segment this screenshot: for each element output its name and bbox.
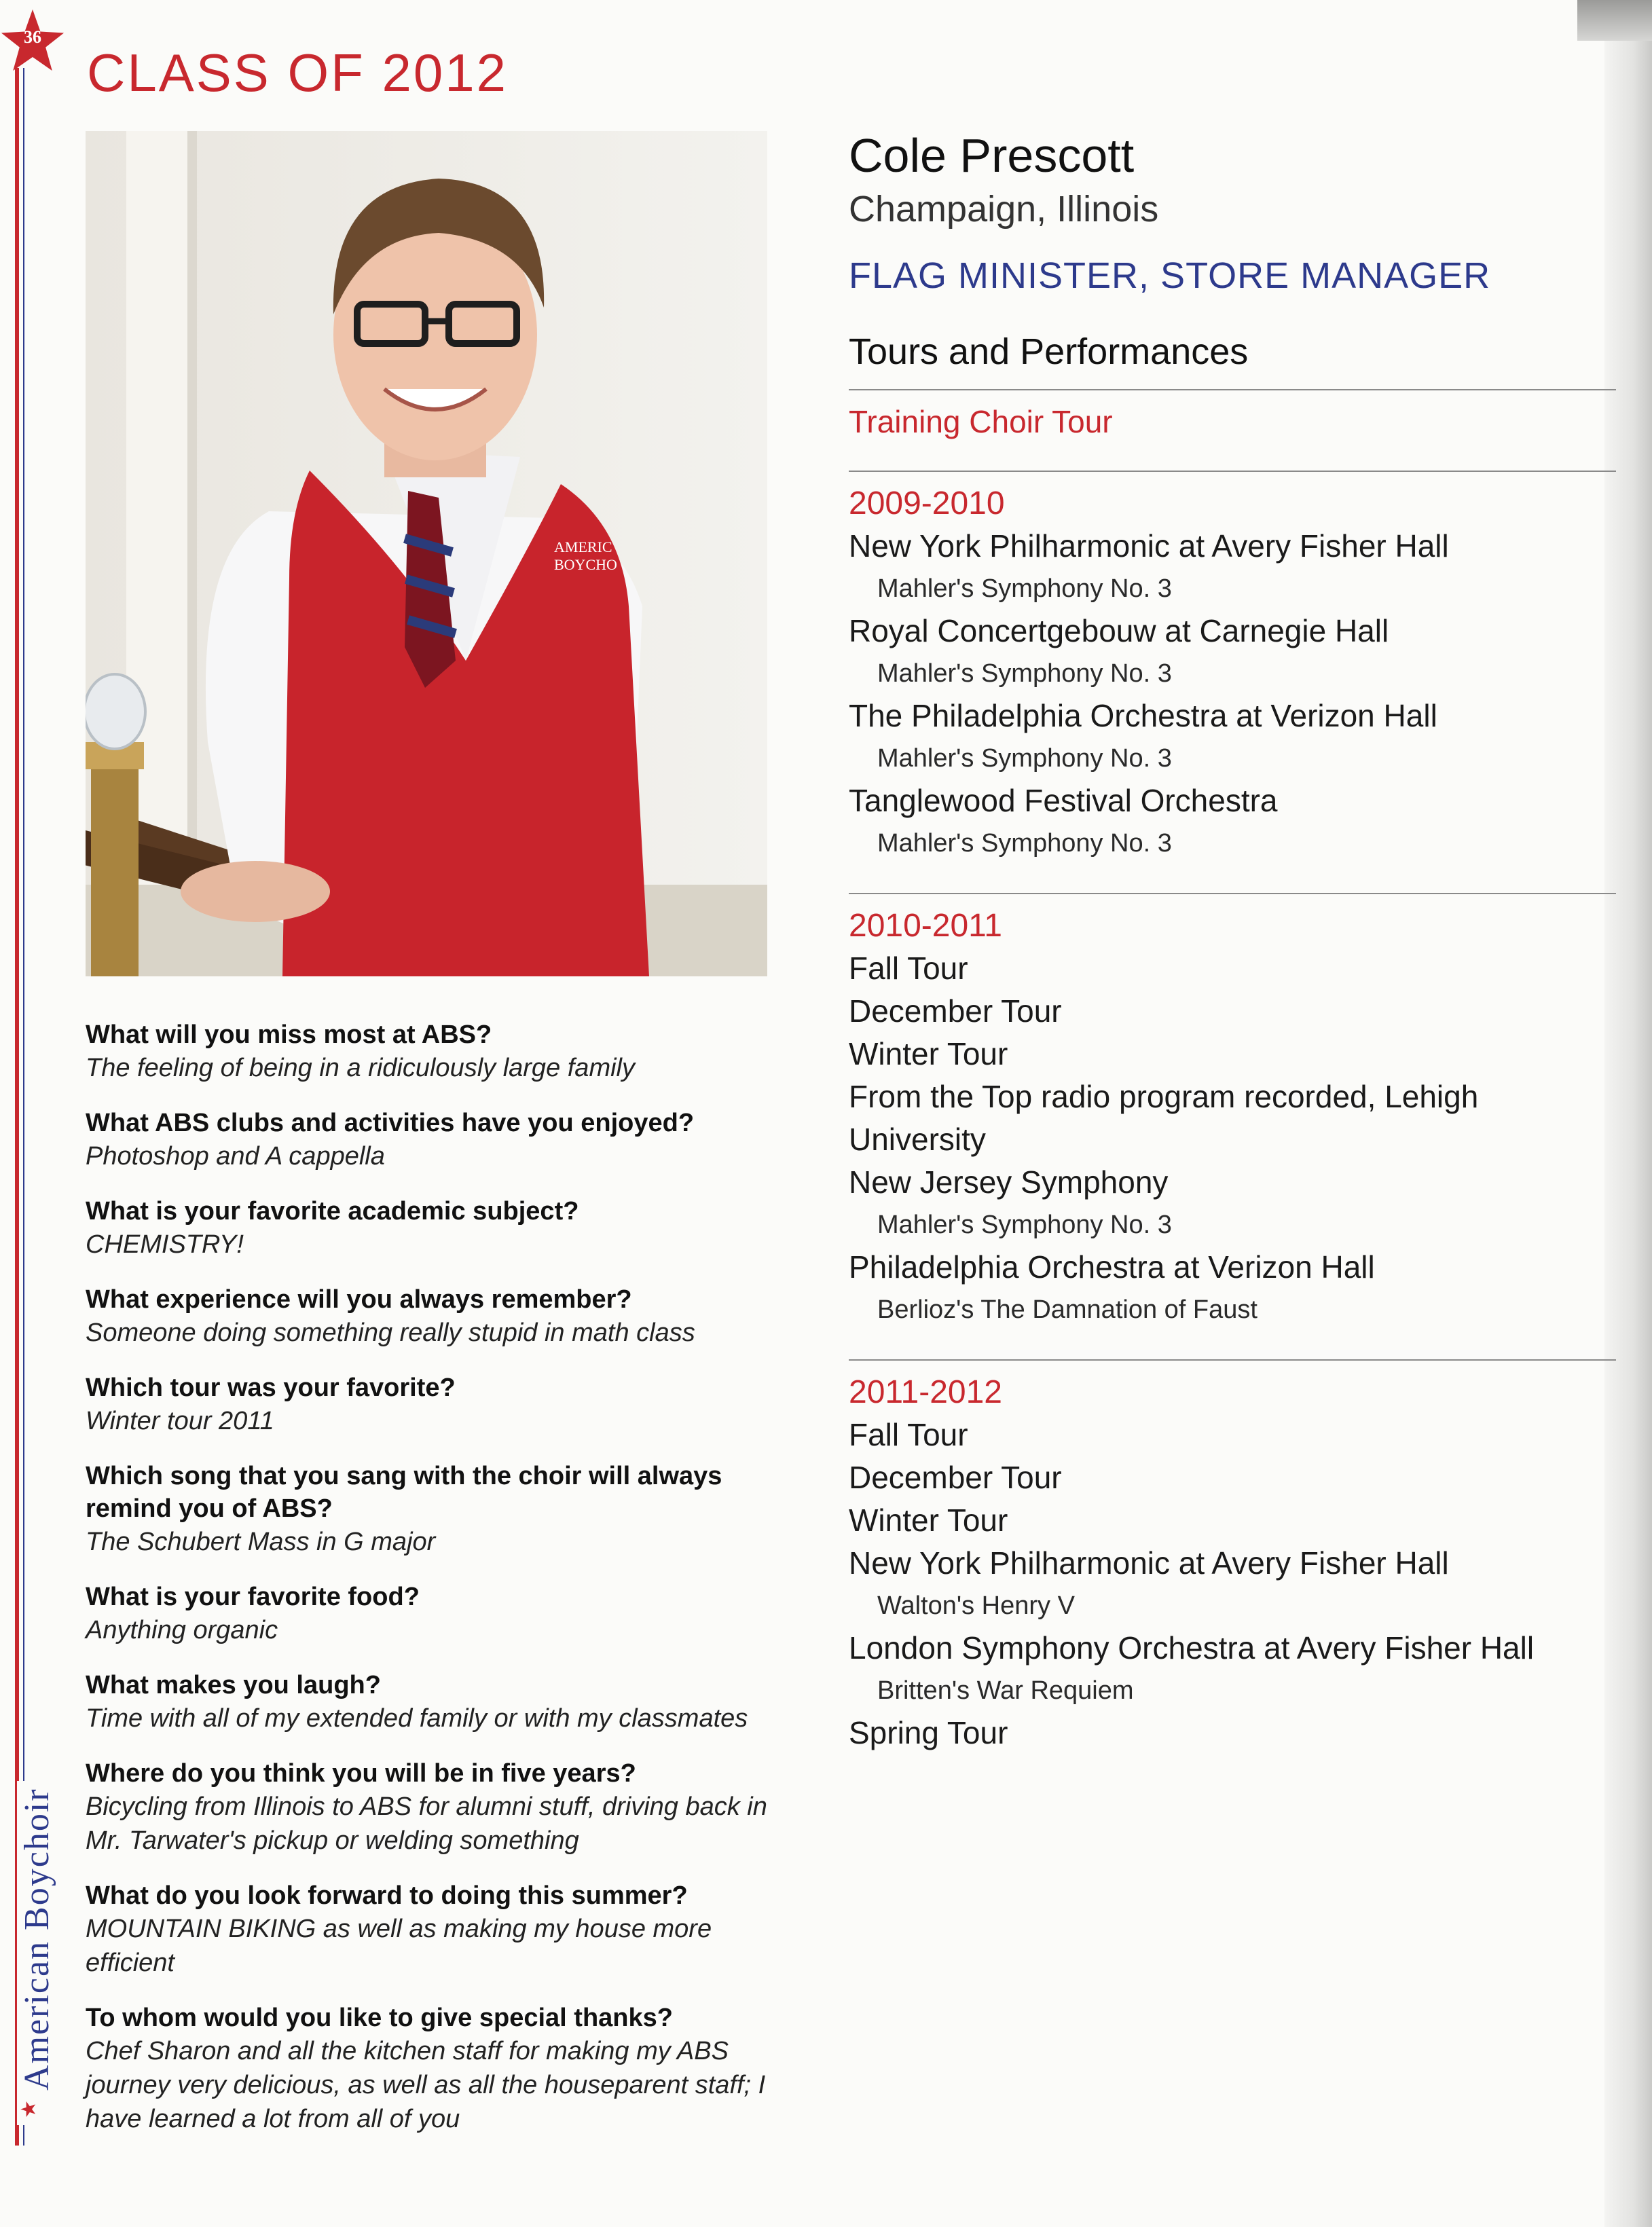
- qa-item: [86, 1018, 771, 1085]
- performance-entry: Fall Tour: [849, 1417, 968, 1452]
- qa-question: Where do you think you will be in five years?: [86, 1759, 636, 1788]
- qa-question: To whom would you like to give special thanks?: [86, 2004, 673, 2032]
- qa-answer: Someone doing something really stupid in math class: [86, 1319, 695, 1347]
- qa-answer: Anything organic: [86, 1616, 278, 1644]
- qa-item: [86, 1283, 771, 1350]
- side-brand-text: American Boychoir: [18, 1788, 56, 2091]
- performance-entry: New York Philharmonic at Avery Fisher Hall: [849, 528, 1449, 564]
- page-number: 36: [24, 27, 41, 47]
- season-2010-2011: [849, 893, 1616, 1331]
- performance-detail: Mahler's Symphony No. 3: [877, 574, 1172, 603]
- qa-question: Which tour was your favorite?: [86, 1374, 456, 1402]
- portrait-photo: [86, 131, 767, 976]
- qa-item: [86, 1879, 771, 1980]
- performance-detail: Mahler's Symphony No. 3: [877, 1211, 1172, 1239]
- qa-question: What ABS clubs and activities have you enjoyed?: [86, 1109, 695, 1137]
- qa-question: What do you look forward to doing this summer?: [86, 1881, 688, 1910]
- performance-detail: Mahler's Symphony No. 3: [877, 744, 1172, 773]
- qa-item: [86, 1460, 771, 1559]
- profile-roles: FLAG MINISTER, STORE MANAGER: [849, 255, 1491, 296]
- brand-star-icon: ★: [18, 2099, 40, 2118]
- performance-entry: Winter Tour: [849, 1036, 1008, 1071]
- qa-item: [86, 1107, 771, 1173]
- profile-name: Cole Prescott: [849, 129, 1135, 182]
- section-divider: [849, 893, 1616, 894]
- vest-emblem-line2: BOYCHO: [554, 556, 617, 573]
- performance-entry: From the Top radio program recorded, Lehigh University: [849, 1079, 1479, 1157]
- qa-answer: Chef Sharon and all the kitchen staff for making my ABS journey very delicious, as well as all the houseparent staff; I have learned a lot from all of you: [86, 2037, 766, 2133]
- section-divider: [849, 471, 1616, 472]
- qa-item: [86, 2002, 771, 2136]
- performance-entry: Tanglewood Festival Orchestra: [849, 783, 1278, 818]
- qa-answer: MOUNTAIN BIKING as well as making my house more efficient: [86, 1915, 712, 1977]
- tours-heading: Tours and Performances: [849, 331, 1249, 372]
- performance-entry: Fall Tour: [849, 951, 968, 986]
- class-title: CLASS OF 2012: [87, 43, 508, 103]
- qa-item: [86, 1195, 771, 1262]
- section-divider: [849, 1359, 1616, 1361]
- qa-question: Which song that you sang with the choir will always remind you of ABS?: [86, 1462, 722, 1523]
- qa-answer: Photoshop and A cappella: [86, 1142, 385, 1171]
- season-title: 2009-2010: [849, 485, 1005, 521]
- qa-question: What makes you laugh?: [86, 1671, 381, 1699]
- section-divider: [849, 389, 1616, 390]
- performance-detail: Mahler's Symphony No. 3: [877, 659, 1172, 688]
- qa-question: What will you miss most at ABS?: [86, 1020, 492, 1049]
- performance-detail: Berlioz's The Damnation of Faust: [877, 1295, 1258, 1324]
- profile-hometown: Champaign, Illinois: [849, 189, 1159, 229]
- performance-detail: Britten's War Requiem: [877, 1676, 1134, 1705]
- performance-entry: Spring Tour: [849, 1715, 1008, 1750]
- season-2011-2012: [849, 1359, 1616, 1754]
- qa-answer: Winter tour 2011: [86, 1407, 274, 1435]
- performance-detail: Walton's Henry V: [877, 1591, 1075, 1620]
- qa-question: What is your favorite food?: [86, 1583, 420, 1611]
- qa-question: What experience will you always remember?: [86, 1285, 632, 1314]
- season-2009-2010: [849, 471, 1616, 864]
- qa-answer: Bicycling from Illinois to ABS for alumni stuff, driving back in Mr. Tarwater's pickup or welding something: [86, 1792, 767, 1855]
- qa-item: [86, 1372, 771, 1438]
- qa-answer: The Schubert Mass in G major: [86, 1528, 436, 1556]
- qa-item: [86, 1757, 771, 1858]
- season-title: 2010-2011: [849, 908, 1002, 944]
- performance-detail: Mahler's Symphony No. 3: [877, 829, 1172, 858]
- qa-answer: Time with all of my extended family or with my classmates: [86, 1704, 748, 1733]
- performance-entry: London Symphony Orchestra at Avery Fisher Hall: [849, 1630, 1535, 1665]
- qa-item: [86, 1669, 771, 1735]
- performance-entry: New Jersey Symphony: [849, 1164, 1169, 1200]
- performance-entry: Winter Tour: [849, 1503, 1008, 1538]
- profile-column: [849, 126, 1616, 1754]
- season-title: 2011-2012: [849, 1374, 1002, 1410]
- performance-entry: New York Philharmonic at Avery Fisher Hall: [849, 1545, 1449, 1581]
- performance-entry: Philadelphia Orchestra at Verizon Hall: [849, 1249, 1375, 1285]
- qa-answer: CHEMISTRY!: [86, 1230, 244, 1259]
- qa-question: What is your favorite academic subject?: [86, 1197, 579, 1226]
- vest-emblem-line1: AMERIC: [554, 538, 612, 555]
- performance-entry: The Philadelphia Orchestra at Verizon Hall: [849, 698, 1437, 733]
- performance-entry: December Tour: [849, 1460, 1062, 1495]
- side-brand-logo: [17, 1781, 57, 2125]
- qa-list: [86, 1018, 771, 2158]
- qa-item: [86, 1581, 771, 1647]
- performance-entry: December Tour: [849, 993, 1062, 1029]
- performance-entry: Royal Concertgebouw at Carnegie Hall: [849, 613, 1389, 648]
- page-corner-shadow: [1577, 0, 1652, 41]
- training-choir-tour: Training Choir Tour: [849, 404, 1113, 439]
- qa-answer: The feeling of being in a ridiculously large family: [86, 1054, 635, 1082]
